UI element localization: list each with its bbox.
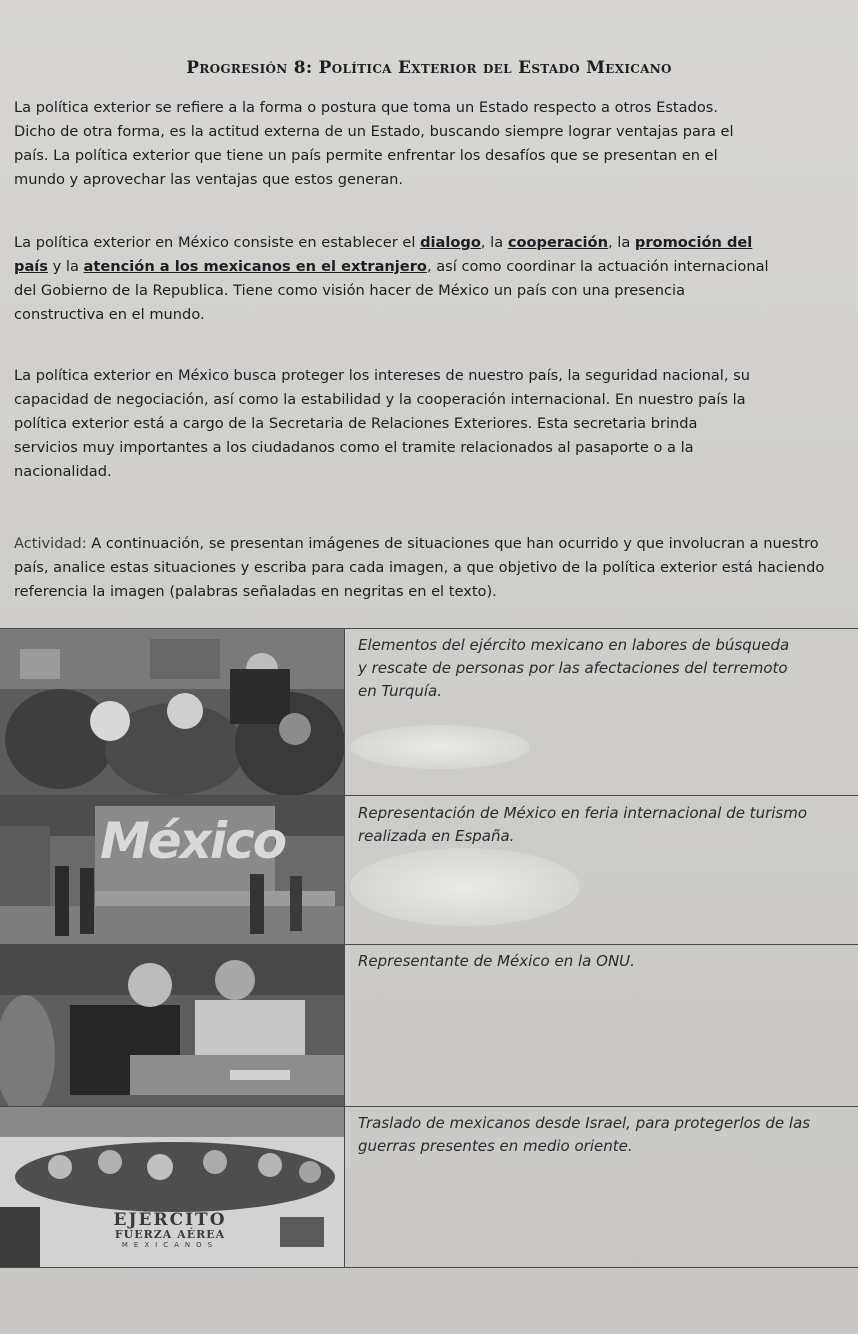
tourism-fair-photo [0,796,344,944]
text-line [14,231,850,255]
text-line: mundo y aprovechar las ventajas que estos generan. [14,171,404,188]
caption-line: guerras presentes en medio oriente. [358,1137,633,1155]
text-segment: A continuación, se presentan imágenes de situaciones que han ocurrido y que involucran a nuestro [86,535,819,552]
eraser-smudge [350,848,580,926]
caption-line: y rescate de personas por las afectaciones del terremoto [358,659,788,677]
text-line: nacionalidad. [14,463,112,480]
caption-line: en Turquía. [358,682,442,700]
caption-tourism [358,802,850,848]
caption-evacuation [358,1112,850,1158]
text-line: política exterior está a cargo de la Secretaria de Relaciones Exteriores. Esta secretaria brinda [14,415,698,432]
evacuation-photo [0,1107,344,1267]
caption-un [358,950,850,973]
army-sign-line: FUERZA AÉREA [114,1228,226,1241]
paragraph-foreign-policy [14,231,850,327]
keyword-atencion: atención a los mexicanos en el extranjero [83,258,427,275]
text-segment: La política exterior en México consiste en establecer el [14,234,421,251]
keyword-cooperacion: cooperación [507,234,608,251]
text-line [14,532,850,556]
rescue-team-photo [0,629,344,795]
text-line: constructiva en el mundo. [14,306,205,323]
keyword-pais: país [14,258,48,275]
text-line [14,255,850,279]
un-representative-photo [0,945,344,1106]
keyword-promocion: promoción del [634,234,753,251]
caption-rescue [358,634,850,703]
text-segment: y la [47,258,84,275]
army-sign [95,1211,245,1250]
text-line: Dicho de otra forma, es la actitud externa de un Estado, buscando siempre lograr ventajas para el [14,123,734,140]
text-line: referencia la imagen (palabras señaladas en negritas en el texto). [14,583,497,600]
tourism-fair-sign: México [100,812,286,870]
caption-line: Elementos del ejército mexicano en labores de búsqueda [358,636,790,654]
army-sign-line: MEXICANOS [121,1241,219,1249]
paragraph-sre [14,364,850,484]
text-line: La política exterior en México busca proteger los intereses de nuestro país, la seguridad nacional, su [14,367,750,384]
caption-line: Representante de México en la ONU. [358,952,635,970]
text-line: La política exterior se refiere a la forma o postura que toma un Estado respecto a otros Estados. [14,99,719,116]
table-divider [344,628,345,1268]
army-sign-line: EJÉRCITO [113,1210,227,1230]
text-line: país. La política exterior que tiene un país permite enfrentar los desafíos que se presentan en el [14,147,718,164]
page-title: Progresión 8: Política Exterior del Estado Mexicano [186,58,672,78]
text-line: servicios muy importantes a los ciudadanos como el tramite relacionados al pasaporte o a la [14,439,694,456]
text-segment: , la [607,234,635,251]
activity-instructions [14,532,850,604]
caption-line: Representación de México en feria internacional de turismo [358,804,808,822]
activity-table [0,628,858,1268]
text-segment: , así como coordinar la actuación internacional [426,258,769,275]
text-line: del Gobierno de la Republica. Tiene como visión hacer de México un país con una presencia [14,282,686,299]
activity-label: Actividad: [14,535,87,552]
caption-line: realizada en España. [358,827,515,845]
eraser-smudge [350,725,530,769]
keyword-dialogo: dialogo [420,234,481,251]
paragraph-intro [14,96,850,192]
table-border [0,1267,858,1268]
text-segment: , la [480,234,508,251]
text-line: país, analice estas situaciones y escriba para cada imagen, a que objetivo de la política exterior está haciendo [14,559,825,576]
text-line: capacidad de negociación, así como la estabilidad y la cooperación internacional. En nuestro país la [14,391,746,408]
caption-line: Traslado de mexicanos desde Israel, para protegerlos de las [358,1114,811,1132]
